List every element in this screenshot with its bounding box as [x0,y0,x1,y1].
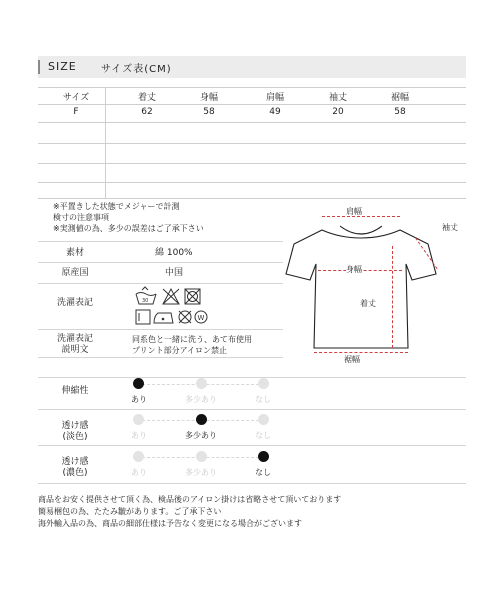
spec-divider [38,241,283,242]
length-measure-line [392,246,393,348]
line-dry-icon [136,310,150,324]
rating-dot [196,451,207,462]
note-line: ※実測値の為、多少の誤差はご了承下さい [53,224,204,233]
stretch-label [50,386,100,397]
col-chest: 身幅 [199,93,218,103]
wash-desc-label-line: 説明文 [61,345,89,355]
table-line [38,163,466,164]
rating-dot-selected [133,378,144,389]
hem-measure-line [314,352,408,353]
header-accent-bar [38,60,40,74]
footer-notes [38,494,468,530]
rating-label-line: (濃色) [62,468,88,478]
rating-dot [133,451,144,462]
wash-desc-label-line: 洗濯表記 [56,334,93,344]
chest-label: 身幅 [346,265,362,274]
iron-low-icon [154,313,173,323]
rating-option: あり [131,468,147,477]
tshirt-diagram [284,202,464,370]
material-value: 綿 100% [155,248,193,258]
tshirt-outline [284,202,464,370]
origin-value: 中国 [165,268,184,278]
table-line [38,182,466,183]
rating-option: なし [255,468,271,477]
footer-line: 海外輸入品の為、商品の細部仕様は予告なく変更になる場合がございます [38,519,302,528]
rating-dot [258,378,269,389]
wash-desc-label [48,334,102,356]
svg-text:30: 30 [142,298,149,304]
header-size-label: SIZE [48,60,77,73]
rating-label-line: 透け感 [61,457,89,467]
no-bleach-icon [163,289,179,304]
wash-label: 洗濯表記 [56,298,93,308]
footer-line: 簡易梱包の為、たたみ皺があります。ご了承下さい [38,507,222,516]
wet-clean-icon [195,311,207,323]
spec-divider [38,329,283,330]
hem-label: 裾幅 [344,355,360,364]
rating-label-line: 透け感 [61,421,89,431]
rating-option: なし [255,395,271,404]
table-line [38,143,466,144]
rating-dot [258,414,269,425]
rating-option: あり [131,395,147,404]
col-length: 着丈 [137,93,156,103]
cell-size: F [73,107,79,117]
sheer-dark-label [50,457,100,479]
spec-divider [38,357,283,358]
col-sleeve: 袖丈 [328,93,347,103]
rating-dot [133,414,144,425]
note-line: ※平置きした状態でメジャーで計測 [53,202,180,211]
rating-option: 多少あり [185,431,217,440]
rating-dot-selected [196,414,207,425]
length-label: 着丈 [360,299,376,308]
care-icons [133,286,209,332]
wash-desc-line: 同系色と一緒に洗う、あて布使用 [132,335,252,344]
no-tumble-dry-icon [185,289,200,304]
table-divider [105,87,106,198]
rating-divider [38,409,466,410]
sleeve-label: 袖丈 [442,223,458,232]
table-line [38,122,466,123]
note-line: 検寸の注意事項 [53,213,109,222]
material-label: 素材 [65,248,84,258]
svg-text:W: W [197,314,205,322]
spec-divider [38,262,283,263]
wash-desc [132,334,252,356]
sheer-light-label [50,421,100,443]
care-symbols-svg [133,286,209,328]
origin-label: 原産国 [61,268,89,278]
col-size: サイズ [62,93,90,103]
rating-option: 多少あり [185,468,217,477]
cell-length: 62 [141,107,153,117]
col-shoulder: 肩幅 [265,93,284,103]
rating-dot [196,378,207,389]
table-row [38,105,466,121]
rating-label-line: (淡色) [62,432,88,442]
rating-divider [38,483,466,484]
rating-divider [38,377,466,378]
cell-chest: 58 [203,107,215,117]
wash-desc-line: プリント部分アイロン禁止 [132,346,227,355]
rating-label-line: 伸縮性 [61,386,89,396]
rating-option: なし [255,431,271,440]
cell-sleeve: 20 [332,107,344,117]
measure-notes [53,201,204,234]
shoulder-label: 肩幅 [346,207,362,216]
table-header-row [38,88,466,104]
cell-shoulder: 49 [269,107,281,117]
col-hem: 裾幅 [390,93,409,103]
rating-option: あり [131,431,147,440]
footer-line: 商品をお安く提供させて頂く為、検品後のアイロン掛けは省略させて頂いております [38,495,342,504]
rating-divider [38,445,466,446]
header-title: サイズ表(CM) [101,64,172,75]
rating-option: 多少あり [185,395,217,404]
hand-wash-icon [136,287,156,304]
no-dry-clean-icon [179,311,191,323]
rating-dot-selected [258,451,269,462]
table-line [38,198,466,199]
spec-divider [38,283,283,284]
cell-hem: 58 [394,107,406,117]
size-header [38,56,466,78]
